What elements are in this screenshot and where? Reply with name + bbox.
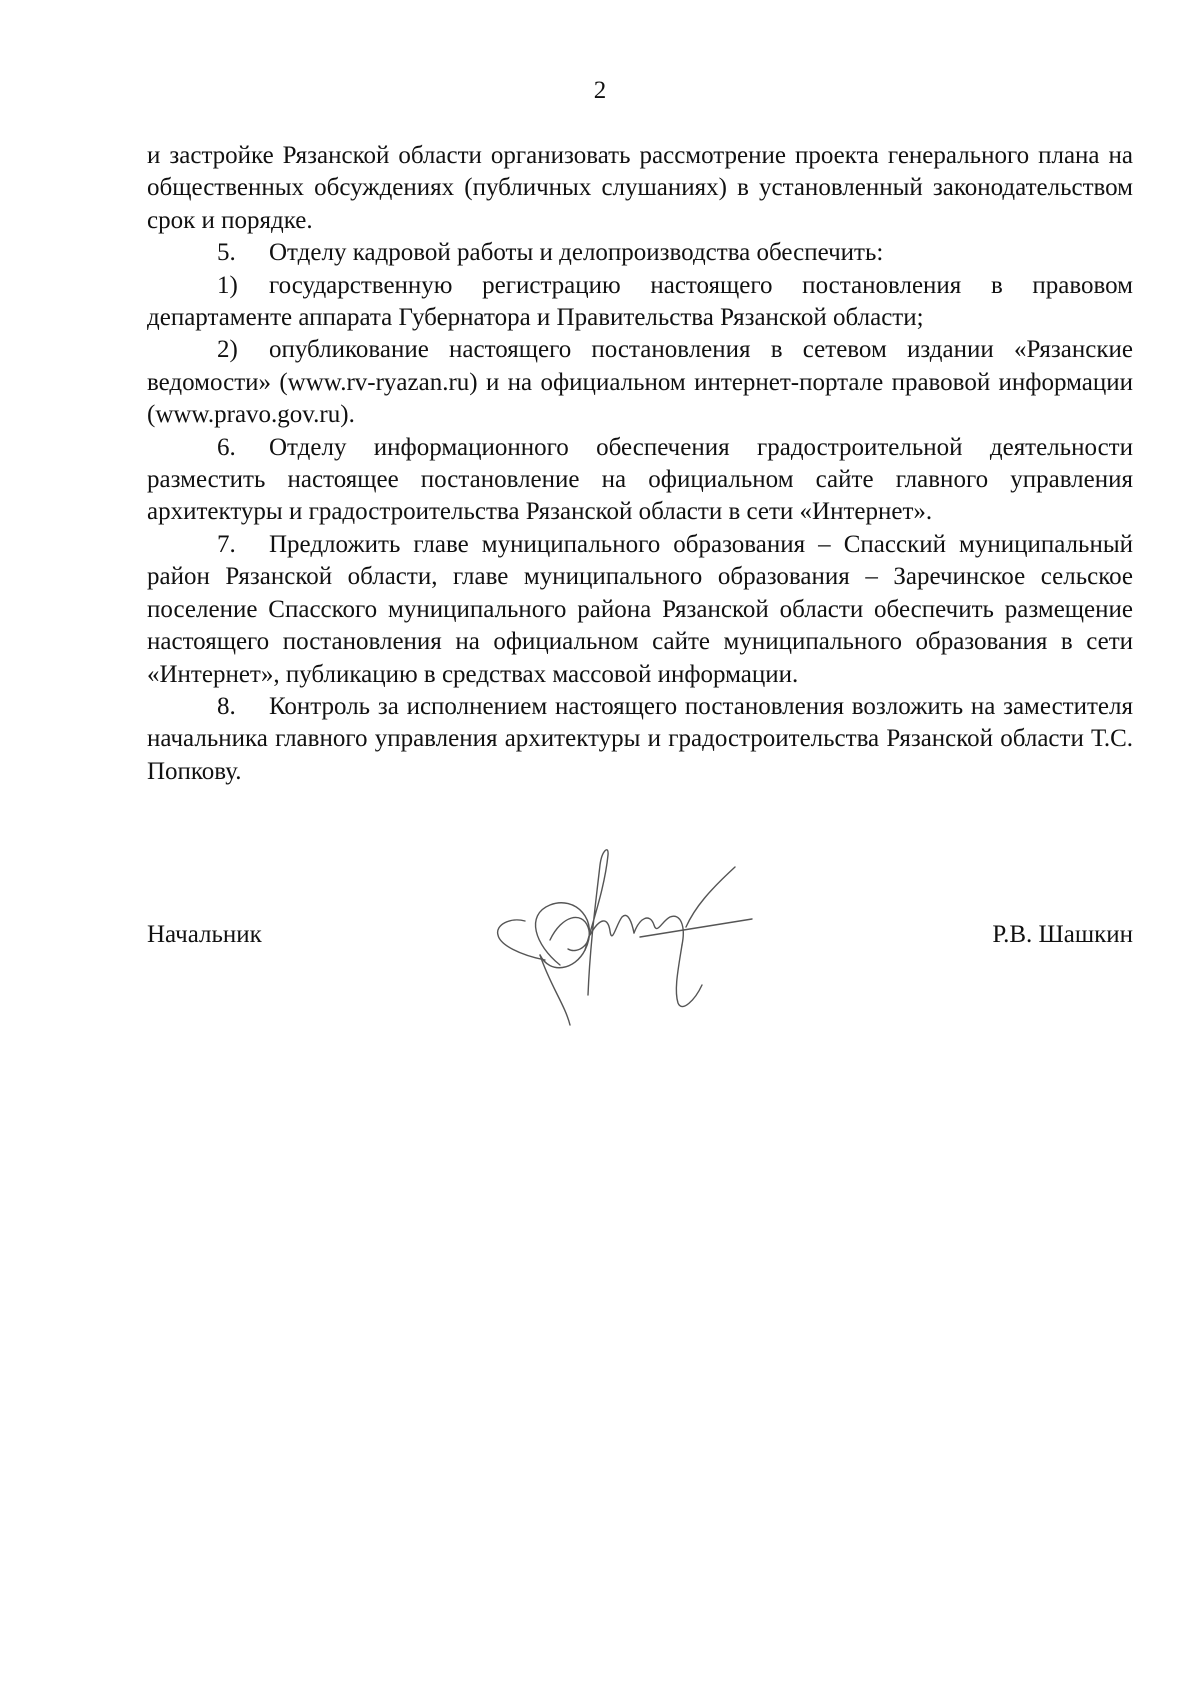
paragraph-text: Отделу информационного обеспечения градостроительной деятельности разместить настоящее постановление на официальном сайте главного управления архитектуры и градостроительства Рязанской области в сети «Интернет». xyxy=(147,433,1133,526)
paragraph-text: Отделу кадровой работы и делопроизводства обеспечить: xyxy=(269,239,884,267)
paragraph-subitem-1 xyxy=(147,270,1133,335)
paragraph-item-8 xyxy=(147,691,1133,788)
paragraph-number: 7. xyxy=(217,530,236,558)
signatory-name: Р.В. Шашкин xyxy=(992,921,1133,948)
paragraph-subitem-2 xyxy=(147,334,1133,431)
handwritten-signature-icon xyxy=(490,845,790,1045)
paragraph-text: Предложить главе муниципального образования – Спасский муниципальный район Рязанской области, главе муниципального образования – Заречинское сельское поселение Спасского муниципального района Рязанской области обеспечить размещение настоящего постановления на официальном сайте муниципального образования в сети «Интернет», публикацию в средствах массовой информации. xyxy=(147,530,1133,688)
signatory-title: Начальник xyxy=(147,921,262,948)
paragraph-number: 2) xyxy=(217,336,238,364)
paragraph-number: 8. xyxy=(217,692,236,720)
paragraph-text: и застройке Рязанской области организовать рассмотрение проекта генерального плана на общественных обсуждениях (публичных слушаниях) в установленный законодательством срок и порядке. xyxy=(147,142,1133,234)
page-number: 2 xyxy=(593,77,607,104)
paragraph-text: опубликование настоящего постановления в сетевом издании «Рязанские ведомости» (www.rv-ryazan.ru) и на официальном интернет-портале правовой информации (www.pravo.gov.ru). xyxy=(147,336,1133,429)
paragraph-continuation xyxy=(147,140,1133,237)
paragraph-item-7 xyxy=(147,529,1133,691)
paragraph-item-6 xyxy=(147,432,1133,529)
paragraph-item-5 xyxy=(147,237,1133,269)
paragraph-number: 5. xyxy=(217,239,236,267)
paragraph-number: 6. xyxy=(217,433,236,461)
document-body xyxy=(147,140,1133,788)
paragraph-text: государственную регистрацию настоящего постановления в правовом департаменте аппарата Губернатора и Правительства Рязанской области; xyxy=(147,271,1133,332)
paragraph-text: Контроль за исполнением настоящего постановления возложить на заместителя начальника главного управления архитектуры и градостроительства Рязанской области Т.С. Попкову. xyxy=(147,692,1133,785)
paragraph-number: 1) xyxy=(217,271,238,299)
